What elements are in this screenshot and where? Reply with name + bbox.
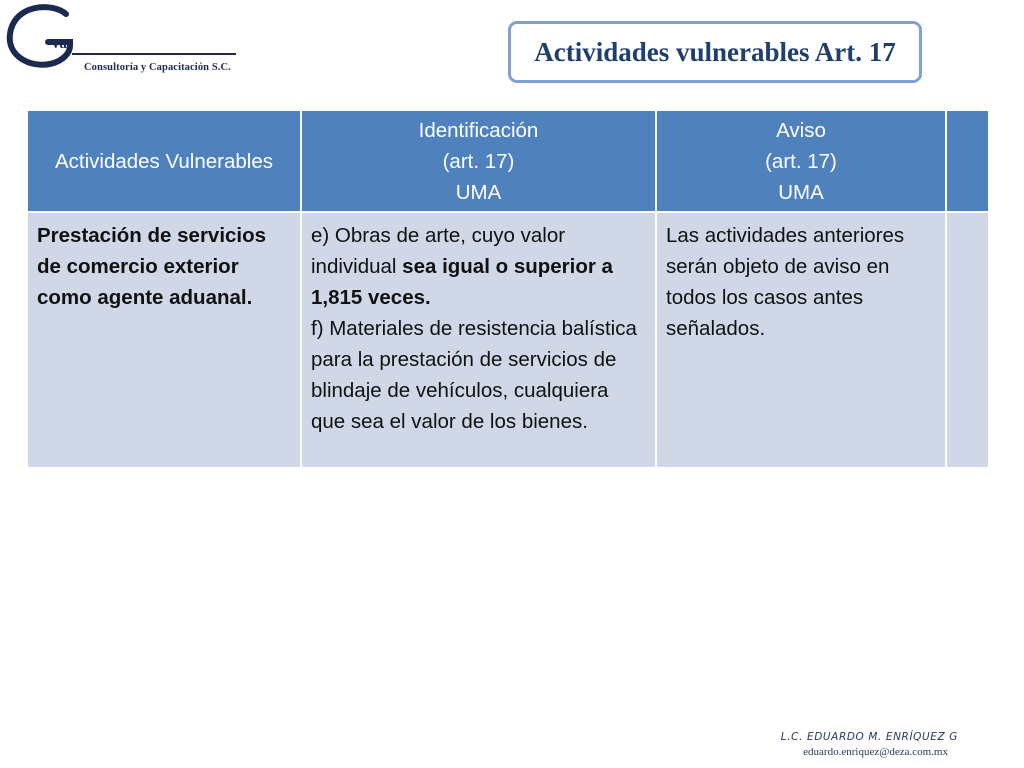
header-identification: Identificación (art. 17) UMA (301, 110, 656, 212)
cell-identification (301, 212, 656, 468)
footer-email: eduardo.enriquez@deza.com.mx (803, 746, 948, 758)
title-box (508, 21, 922, 83)
table-row (27, 212, 989, 468)
footer-author: L.C. EDUARDO M. ENRÍQUEZ G (780, 731, 958, 743)
slide-title: Actividades vulnerables Art. 17 (534, 36, 896, 67)
activities-table (26, 109, 990, 469)
table-header-row (27, 110, 989, 212)
identification-e-text: e) Obras de arte, cuyo valor individual (311, 224, 566, 278)
header-activities: Actividades Vulnerables (27, 110, 301, 212)
cell-activity: Prestación de servicios de comercio exterior como agente aduanal. (27, 212, 301, 468)
logo-letters: va (52, 36, 67, 52)
identification-f-text: f) Materiales de resistencia balística para la prestación de servicios de blindaje de vehículos, cualquiera que sea el valor de los bienes. (311, 317, 637, 433)
logo-tagline: Consultoría y Capacitación S.C. (84, 62, 231, 73)
header-extra (946, 110, 989, 212)
header-aviso: Aviso (art. 17) UMA (656, 110, 946, 212)
cell-extra (946, 212, 989, 468)
cell-aviso: Las actividades anteriores serán objeto de aviso en todos los casos antes señalados. (656, 212, 946, 468)
identification-e-threshold: sea igual o superior a 1,815 veces. (311, 255, 613, 309)
company-logo (4, 4, 244, 74)
